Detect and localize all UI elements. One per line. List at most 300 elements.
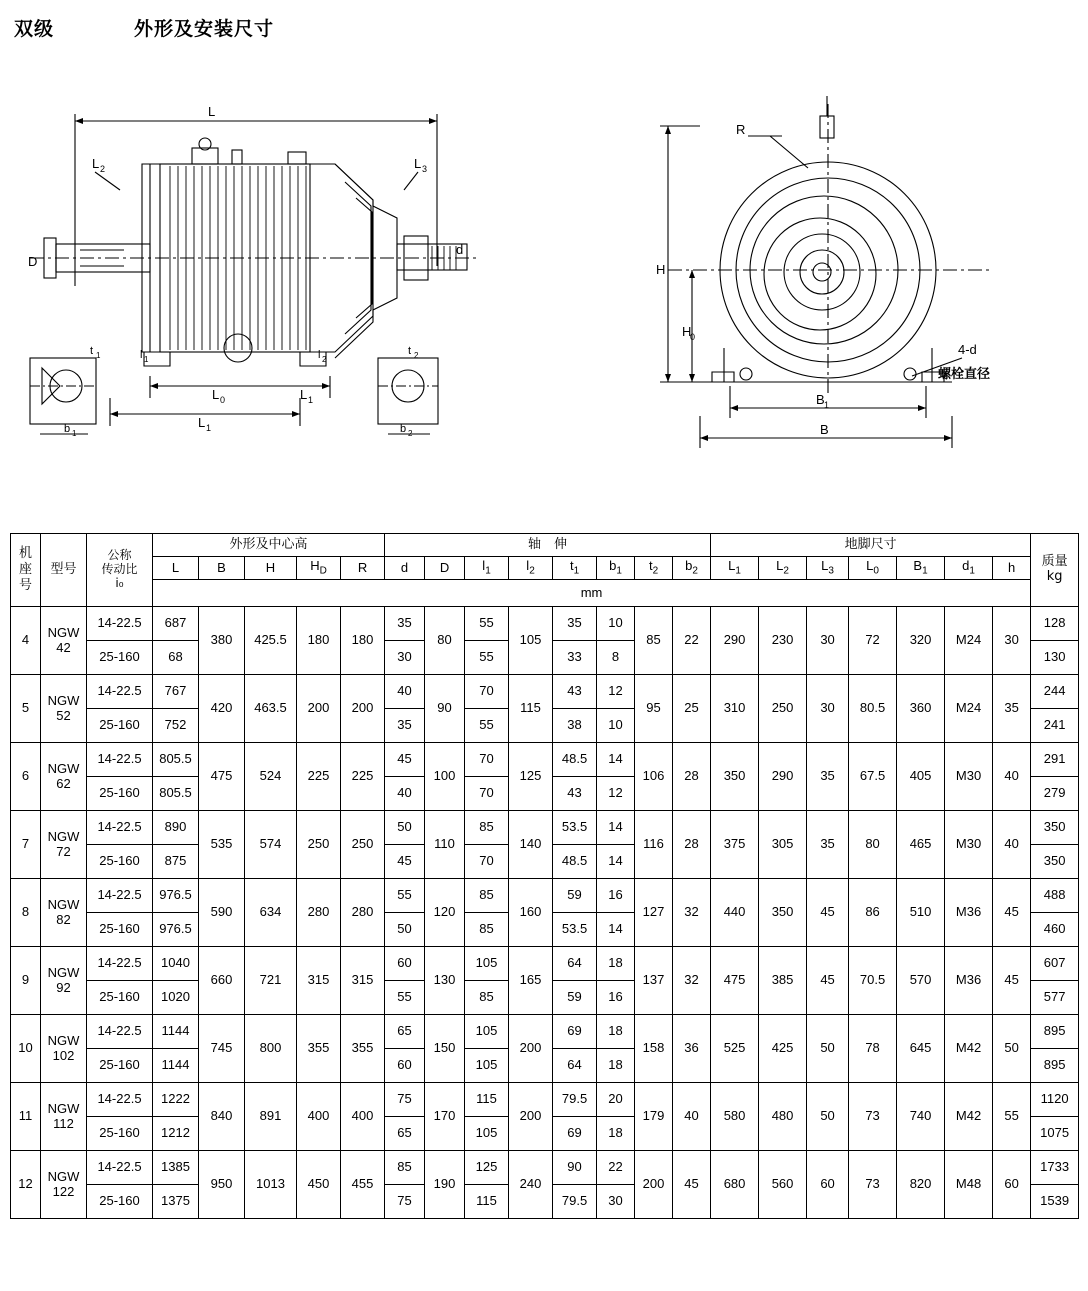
cell-t1-b: 53.5 xyxy=(553,913,597,947)
cell-model-series: NGW xyxy=(47,896,80,912)
cell-l1-b: 85 xyxy=(465,981,509,1015)
header-l1-sub: 1 xyxy=(485,565,491,577)
header-D: D xyxy=(425,557,465,580)
cell-b1-a: 10 xyxy=(597,607,635,641)
cell-t1-a: 35 xyxy=(553,607,597,641)
cell-B1: 820 xyxy=(897,1151,945,1219)
cell-frame: 8 xyxy=(11,879,41,947)
cell-L2: 305 xyxy=(759,811,807,879)
cell-frame: 12 xyxy=(11,1151,41,1219)
label-l2: l xyxy=(318,349,321,361)
cell-t1-b: 69 xyxy=(553,1117,597,1151)
cell-weight-b: 895 xyxy=(1031,1049,1079,1083)
cell-weight-b: 130 xyxy=(1031,641,1079,675)
cell-D: 80 xyxy=(425,607,465,675)
cell-d-b: 35 xyxy=(385,709,425,743)
cell-B1: 465 xyxy=(897,811,945,879)
label-b2: b xyxy=(400,423,407,435)
label-L0: L xyxy=(212,387,220,402)
cell-l1-b: 115 xyxy=(465,1185,509,1219)
cell-h: 30 xyxy=(993,607,1031,675)
cell-b1-b: 14 xyxy=(597,845,635,879)
cell-l1-a: 55 xyxy=(465,607,509,641)
header-weight-unit: kg xyxy=(1046,569,1063,584)
cell-L-a: 1222 xyxy=(153,1083,199,1117)
cell-L3: 45 xyxy=(807,879,849,947)
label-D: D xyxy=(28,254,38,269)
table-row xyxy=(11,1151,1079,1185)
dimensions-table-wrap xyxy=(10,533,1078,1219)
cell-l1-b: 85 xyxy=(465,913,509,947)
table-row xyxy=(11,675,1079,709)
cell-weight-a: 244 xyxy=(1031,675,1079,709)
cell-l1-a: 70 xyxy=(465,675,509,709)
label-R: R xyxy=(736,122,746,137)
cell-model-size: 72 xyxy=(56,843,71,859)
label-L: L xyxy=(208,104,216,119)
cell-L-b: 875 xyxy=(153,845,199,879)
cell-h: 45 xyxy=(993,947,1031,1015)
cell-L3: 50 xyxy=(807,1015,849,1083)
cell-l1-b: 55 xyxy=(465,641,509,675)
svg-text:0: 0 xyxy=(690,332,696,342)
cell-L-b: 68 xyxy=(153,641,199,675)
cell-d1: M36 xyxy=(945,947,993,1015)
header-d1-main: d xyxy=(962,557,970,573)
cell-L1: 375 xyxy=(711,811,759,879)
header-frame-l3: 号 xyxy=(18,578,32,594)
cell-B: 660 xyxy=(199,947,245,1015)
label-L2: L xyxy=(92,156,100,171)
cell-L1: 350 xyxy=(711,743,759,811)
table-row xyxy=(11,947,1079,981)
cell-model xyxy=(41,1015,87,1083)
cell-t1-a: 90 xyxy=(553,1151,597,1185)
cell-L-a: 805.5 xyxy=(153,743,199,777)
header-b2-main: b xyxy=(685,557,693,573)
cell-d-a: 85 xyxy=(385,1151,425,1185)
cell-model-size: 82 xyxy=(56,911,71,927)
cell-B: 590 xyxy=(199,879,245,947)
svg-text:1: 1 xyxy=(96,351,101,360)
label-d: d xyxy=(456,242,464,257)
cell-L-b: 976.5 xyxy=(153,913,199,947)
cell-t1-b: 59 xyxy=(553,981,597,1015)
cell-t1-a: 59 xyxy=(553,879,597,913)
cell-H: 800 xyxy=(245,1015,297,1083)
header-t1 xyxy=(553,557,597,580)
cell-L0: 78 xyxy=(849,1015,897,1083)
cell-l1-a: 105 xyxy=(465,947,509,981)
cell-b1-b: 18 xyxy=(597,1049,635,1083)
cell-d-b: 60 xyxy=(385,1049,425,1083)
cell-b2: 25 xyxy=(673,675,711,743)
cell-d-a: 40 xyxy=(385,675,425,709)
cell-b2: 40 xyxy=(673,1083,711,1151)
cell-l1-b: 70 xyxy=(465,845,509,879)
label-bolt-dia: 螺栓直径 xyxy=(938,367,991,382)
table-header-symbol-row xyxy=(11,557,1079,580)
cell-b1-b: 8 xyxy=(597,641,635,675)
cell-HD: 315 xyxy=(297,947,341,1015)
svg-text:3: 3 xyxy=(422,164,428,174)
cell-HD: 280 xyxy=(297,879,341,947)
cell-model xyxy=(41,1083,87,1151)
cell-weight-a: 488 xyxy=(1031,879,1079,913)
label-t1: t xyxy=(90,345,94,357)
cell-d-a: 60 xyxy=(385,947,425,981)
header-t1-main: t xyxy=(569,557,574,573)
cell-ratio-a: 14-22.5 xyxy=(87,1151,153,1185)
cell-d-b: 30 xyxy=(385,641,425,675)
cell-model-series: NGW xyxy=(47,692,80,708)
cell-ratio-a: 14-22.5 xyxy=(87,1015,153,1049)
cell-h: 35 xyxy=(993,675,1031,743)
cell-D: 170 xyxy=(425,1083,465,1151)
header-L1 xyxy=(711,557,759,580)
table-row xyxy=(11,879,1079,913)
cell-L0: 70.5 xyxy=(849,947,897,1015)
cell-H: 463.5 xyxy=(245,675,297,743)
cell-t2: 158 xyxy=(635,1015,673,1083)
cell-b1-a: 14 xyxy=(597,743,635,777)
cell-B1: 360 xyxy=(897,675,945,743)
cell-L1: 680 xyxy=(711,1151,759,1219)
cell-ratio-a: 14-22.5 xyxy=(87,675,153,709)
cell-L0: 73 xyxy=(849,1151,897,1219)
cell-L-a: 767 xyxy=(153,675,199,709)
cell-model-size: 52 xyxy=(56,707,71,723)
header-t2 xyxy=(635,557,673,580)
cell-t1-b: 79.5 xyxy=(553,1185,597,1219)
cell-weight-b: 241 xyxy=(1031,709,1079,743)
cell-L-a: 1385 xyxy=(153,1151,199,1185)
cell-H: 574 xyxy=(245,811,297,879)
cell-D: 90 xyxy=(425,675,465,743)
cell-L0: 80.5 xyxy=(849,675,897,743)
cell-d1: M42 xyxy=(945,1015,993,1083)
svg-text:1: 1 xyxy=(144,355,149,364)
header-L2 xyxy=(759,557,807,580)
cell-l1-b: 105 xyxy=(465,1117,509,1151)
header-group-foot: 地脚尺寸 xyxy=(711,534,1031,557)
cell-L2: 425 xyxy=(759,1015,807,1083)
cell-frame: 4 xyxy=(11,607,41,675)
cell-L3: 30 xyxy=(807,607,849,675)
cell-L2: 250 xyxy=(759,675,807,743)
cell-ratio-a: 14-22.5 xyxy=(87,743,153,777)
cell-t2: 179 xyxy=(635,1083,673,1151)
cell-HD: 450 xyxy=(297,1151,341,1219)
cell-frame: 11 xyxy=(11,1083,41,1151)
cell-B: 380 xyxy=(199,607,245,675)
cell-H: 425.5 xyxy=(245,607,297,675)
cell-L0: 72 xyxy=(849,607,897,675)
svg-text:2: 2 xyxy=(322,355,327,364)
cell-weight-b: 350 xyxy=(1031,845,1079,879)
header-weight-label: 质量 xyxy=(1041,554,1068,570)
header-L0-main: L xyxy=(866,557,874,573)
label-L3: L xyxy=(414,156,422,171)
cell-model xyxy=(41,675,87,743)
header-l1-main: l xyxy=(482,557,486,573)
header-t1-sub: 1 xyxy=(573,565,580,577)
cell-t1-a: 53.5 xyxy=(553,811,597,845)
svg-text:1: 1 xyxy=(72,429,77,438)
cell-model xyxy=(41,743,87,811)
cell-L3: 50 xyxy=(807,1083,849,1151)
cell-d-a: 50 xyxy=(385,811,425,845)
cell-D: 100 xyxy=(425,743,465,811)
cell-model-size: 112 xyxy=(53,1115,74,1131)
cell-L1: 440 xyxy=(711,879,759,947)
cell-frame: 10 xyxy=(11,1015,41,1083)
header-L3 xyxy=(807,557,849,580)
cell-d-a: 35 xyxy=(385,607,425,641)
cell-B: 745 xyxy=(199,1015,245,1083)
cell-L-b: 752 xyxy=(153,709,199,743)
cell-b1-a: 18 xyxy=(597,947,635,981)
label-B: B xyxy=(820,422,829,437)
header-L1-main: L xyxy=(728,557,736,573)
cell-l2: 105 xyxy=(509,607,553,675)
cell-d1: M30 xyxy=(945,743,993,811)
cell-l1-b: 55 xyxy=(465,709,509,743)
cell-L-a: 890 xyxy=(153,811,199,845)
cell-l2: 125 xyxy=(509,743,553,811)
header-L0-sub: 0 xyxy=(873,565,879,577)
header-L1-sub: 1 xyxy=(735,565,741,577)
header-ratio-sub: i₀ xyxy=(115,575,124,590)
cell-B: 420 xyxy=(199,675,245,743)
cell-weight-b: 460 xyxy=(1031,913,1079,947)
header-b1 xyxy=(597,557,635,580)
svg-text:2: 2 xyxy=(100,164,106,174)
cell-b1-b: 12 xyxy=(597,777,635,811)
cell-L-a: 976.5 xyxy=(153,879,199,913)
cell-HD: 355 xyxy=(297,1015,341,1083)
header-d: d xyxy=(385,557,425,580)
cell-d1: M24 xyxy=(945,607,993,675)
cell-model-size: 92 xyxy=(56,979,71,995)
label-L1-left: L xyxy=(300,387,308,402)
table-row xyxy=(11,811,1079,845)
cell-B1: 320 xyxy=(897,607,945,675)
cell-d-b: 40 xyxy=(385,777,425,811)
cell-t2: 85 xyxy=(635,607,673,675)
cell-d-a: 55 xyxy=(385,879,425,913)
header-HD-sub: D xyxy=(319,565,327,577)
table-header-group-row xyxy=(11,534,1079,557)
label-l1: l xyxy=(140,349,143,361)
table-row xyxy=(11,607,1079,641)
cell-l1-a: 105 xyxy=(465,1015,509,1049)
cell-t1-b: 48.5 xyxy=(553,845,597,879)
cell-d1: M30 xyxy=(945,811,993,879)
header-frame-l1: 机 xyxy=(18,545,32,561)
cell-h: 45 xyxy=(993,879,1031,947)
header-l2 xyxy=(509,557,553,580)
cell-R: 355 xyxy=(341,1015,385,1083)
header-L: L xyxy=(153,557,199,580)
cell-b2: 45 xyxy=(673,1151,711,1219)
table-row xyxy=(11,1083,1079,1117)
svg-text:0: 0 xyxy=(220,395,226,405)
cell-R: 180 xyxy=(341,607,385,675)
cell-l1-a: 70 xyxy=(465,743,509,777)
cell-d-b: 55 xyxy=(385,981,425,1015)
cell-ratio-a: 14-22.5 xyxy=(87,879,153,913)
label-H0: H xyxy=(682,324,692,339)
cell-L-b: 1375 xyxy=(153,1185,199,1219)
cell-L3: 35 xyxy=(807,743,849,811)
table-row xyxy=(11,743,1079,777)
cell-L-b: 805.5 xyxy=(153,777,199,811)
cell-B1: 510 xyxy=(897,879,945,947)
svg-text:1: 1 xyxy=(206,423,212,433)
cell-l2: 165 xyxy=(509,947,553,1015)
cell-B1: 740 xyxy=(897,1083,945,1151)
header-ratio-l2: 传动比 xyxy=(101,562,138,577)
cell-b1-b: 16 xyxy=(597,981,635,1015)
label-H: H xyxy=(656,262,666,277)
cell-R: 200 xyxy=(341,675,385,743)
cell-h: 55 xyxy=(993,1083,1031,1151)
header-right-title: 外形及安装尺寸 xyxy=(134,18,275,40)
cell-ratio-a: 14-22.5 xyxy=(87,1083,153,1117)
cell-model xyxy=(41,947,87,1015)
cell-ratio-a: 14-22.5 xyxy=(87,607,153,641)
header-L3-main: L xyxy=(821,557,829,573)
header-h: h xyxy=(993,557,1031,580)
cell-ratio-b: 25-160 xyxy=(87,777,153,811)
header-frame xyxy=(11,534,41,607)
cell-L2: 350 xyxy=(759,879,807,947)
cell-R: 250 xyxy=(341,811,385,879)
label-b1: b xyxy=(64,423,71,435)
cell-L0: 86 xyxy=(849,879,897,947)
cell-b2: 22 xyxy=(673,607,711,675)
cell-b1-a: 18 xyxy=(597,1015,635,1049)
cell-t2: 116 xyxy=(635,811,673,879)
cell-HD: 400 xyxy=(297,1083,341,1151)
cell-L1: 290 xyxy=(711,607,759,675)
header-HD xyxy=(297,557,341,580)
cell-l1-a: 85 xyxy=(465,879,509,913)
cell-b2: 28 xyxy=(673,811,711,879)
cell-L3: 60 xyxy=(807,1151,849,1219)
cell-h: 40 xyxy=(993,743,1031,811)
svg-text:1: 1 xyxy=(824,400,830,410)
label-L1: L xyxy=(198,415,206,430)
header-R: R xyxy=(341,557,385,580)
header-L0 xyxy=(849,557,897,580)
cell-ratio-a: 14-22.5 xyxy=(87,811,153,845)
cell-b2: 28 xyxy=(673,743,711,811)
header-B: B xyxy=(199,557,245,580)
cell-H: 721 xyxy=(245,947,297,1015)
cell-model xyxy=(41,607,87,675)
cell-t2: 137 xyxy=(635,947,673,1015)
cell-B1: 405 xyxy=(897,743,945,811)
cell-b1-a: 14 xyxy=(597,811,635,845)
cell-D: 130 xyxy=(425,947,465,1015)
cell-h: 50 xyxy=(993,1015,1031,1083)
cell-B: 535 xyxy=(199,811,245,879)
cell-l1-a: 85 xyxy=(465,811,509,845)
cell-frame: 7 xyxy=(11,811,41,879)
cell-ratio-b: 25-160 xyxy=(87,981,153,1015)
cell-L3: 45 xyxy=(807,947,849,1015)
label-t2: t xyxy=(408,345,412,357)
cell-b2: 32 xyxy=(673,879,711,947)
dimensions-table xyxy=(10,533,1079,1219)
header-unit-mm: mm xyxy=(153,580,1031,607)
cell-B: 475 xyxy=(199,743,245,811)
cell-L0: 67.5 xyxy=(849,743,897,811)
cell-D: 150 xyxy=(425,1015,465,1083)
header-d1-sub: 1 xyxy=(969,565,975,577)
header-B1-main: B xyxy=(913,557,923,573)
cell-d-a: 65 xyxy=(385,1015,425,1049)
header-l2-main: l xyxy=(526,557,530,573)
cell-R: 315 xyxy=(341,947,385,1015)
svg-text:2: 2 xyxy=(414,351,419,360)
cell-ratio-b: 25-160 xyxy=(87,641,153,675)
cell-L1: 475 xyxy=(711,947,759,1015)
cell-t1-a: 79.5 xyxy=(553,1083,597,1117)
cell-ratio-b: 25-160 xyxy=(87,913,153,947)
header-left-title: 双级 xyxy=(14,18,55,40)
cell-d-b: 65 xyxy=(385,1117,425,1151)
cell-l2: 200 xyxy=(509,1083,553,1151)
cell-model-size: 62 xyxy=(56,775,71,791)
cell-t2: 106 xyxy=(635,743,673,811)
cell-model-size: 122 xyxy=(52,1183,75,1199)
cell-d-a: 75 xyxy=(385,1083,425,1117)
header-d1 xyxy=(945,557,993,580)
technical-drawing xyxy=(0,86,1088,506)
cell-b1-b: 18 xyxy=(597,1117,635,1151)
cell-weight-a: 607 xyxy=(1031,947,1079,981)
cell-t2: 127 xyxy=(635,879,673,947)
cell-weight-a: 1120 xyxy=(1031,1083,1079,1117)
cell-B: 840 xyxy=(199,1083,245,1151)
cell-model xyxy=(41,879,87,947)
cell-t1-b: 38 xyxy=(553,709,597,743)
cell-H: 1013 xyxy=(245,1151,297,1219)
cell-model-size: 42 xyxy=(56,639,71,655)
cell-t1-b: 33 xyxy=(553,641,597,675)
cell-b1-b: 30 xyxy=(597,1185,635,1219)
page-header xyxy=(14,14,274,41)
cell-D: 190 xyxy=(425,1151,465,1219)
header-L2-main: L xyxy=(776,557,784,573)
cell-model-series: NGW xyxy=(47,760,80,776)
cell-l2: 115 xyxy=(509,675,553,743)
cell-weight-a: 895 xyxy=(1031,1015,1079,1049)
label-B1: B xyxy=(816,392,825,407)
cell-weight-b: 1539 xyxy=(1031,1185,1079,1219)
cell-b1-b: 10 xyxy=(597,709,635,743)
cell-ratio-a: 14-22.5 xyxy=(87,947,153,981)
cell-frame: 5 xyxy=(11,675,41,743)
svg-text:1: 1 xyxy=(308,395,314,405)
cell-L2: 385 xyxy=(759,947,807,1015)
header-t2-sub: 2 xyxy=(652,565,659,577)
cell-weight-b: 577 xyxy=(1031,981,1079,1015)
cell-L0: 80 xyxy=(849,811,897,879)
